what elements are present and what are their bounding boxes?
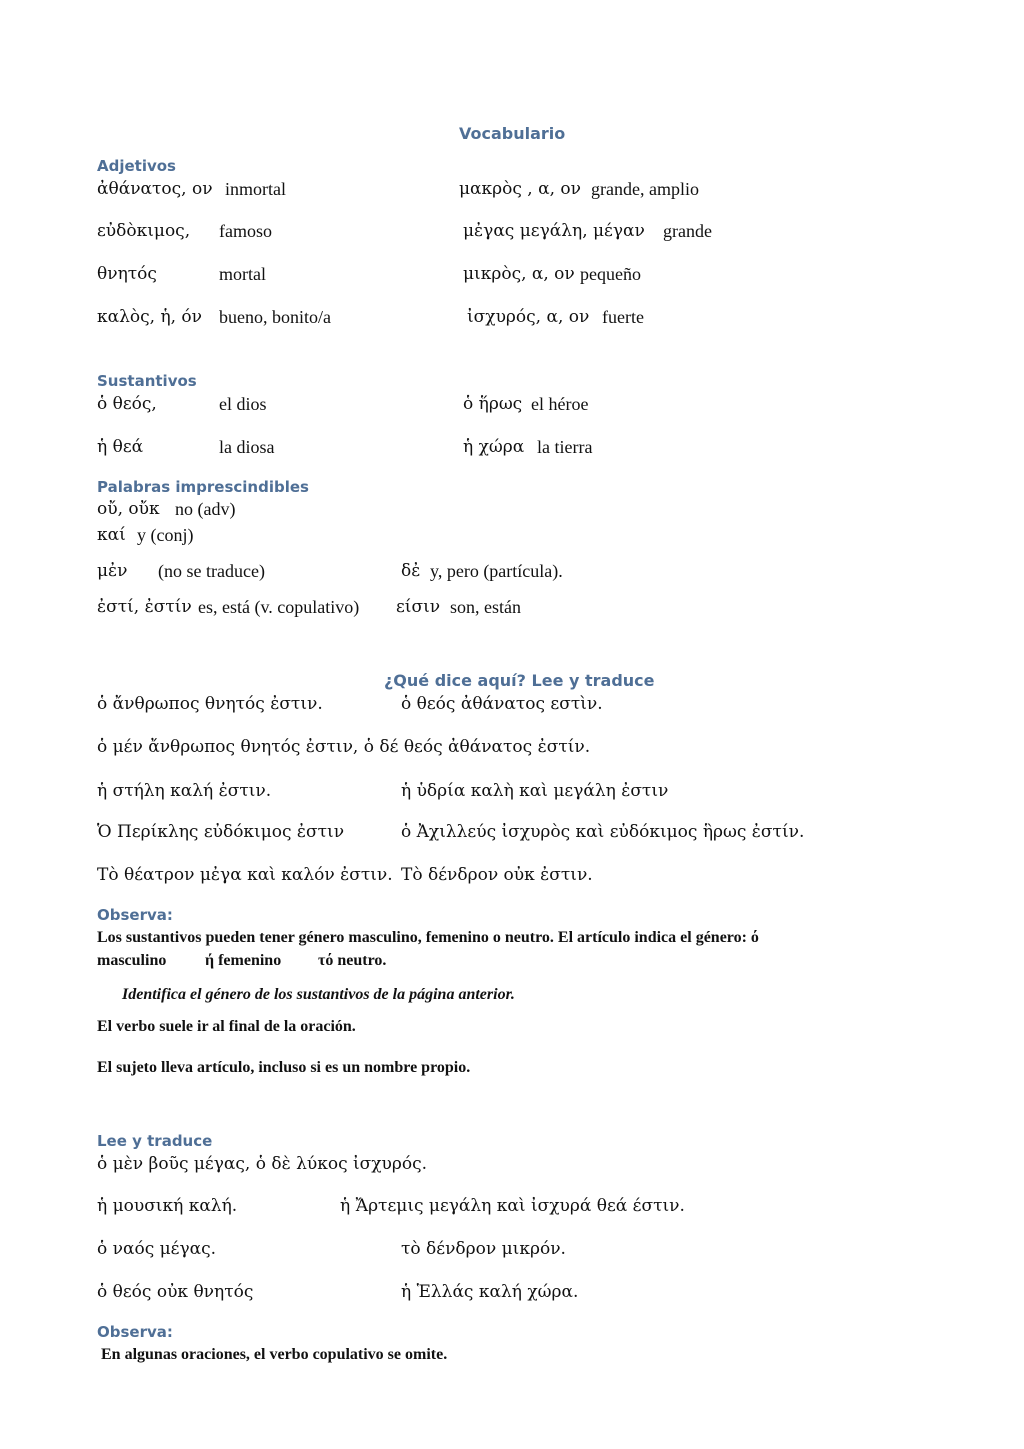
note-text: El verbo suele ir al final de la oración. — [97, 1018, 356, 1035]
note-instruction: Identifica el género de los sustantivos de la página anterior. — [122, 986, 515, 1003]
exercise-sentence: Ὁ Περίκλης εὐδόκιμος ἐστιν — [97, 822, 345, 842]
vocab-greek: ἡ χώρα — [463, 437, 525, 457]
vocab-greek: καλὸς, ἡ, όν — [97, 307, 203, 327]
vocab-greek: δἐ — [401, 561, 421, 581]
vocab-meaning: (no se traduce) — [158, 561, 265, 581]
exercise-sentence: Τὸ θέατρον μἐγα καὶ καλόν ἐστιν. — [97, 865, 393, 885]
exercise-sentence: ὁ μὲν βοῦς μέγας, ὁ δὲ λύκος ἰσχυρός. — [97, 1154, 428, 1174]
vocab-greek: μἐν — [97, 561, 128, 581]
vocab-meaning: son, están — [450, 597, 521, 617]
exercise-sentence: ὁ θεός οὐκ θνητός — [97, 1282, 254, 1302]
vocab-meaning: el dios — [219, 394, 267, 414]
vocab-greek: ὁ θεός, — [97, 394, 157, 414]
note-text: Los sustantivos pueden tener género masculino, femenino o neutro. El artículo indica el género: ό — [97, 929, 759, 946]
exercise-sentence: ὁ Ἀχιλλεύς ἰσχυρὸς καὶ εὐδόκιμος ἣρως ἐστίν. — [401, 822, 805, 842]
exercise-sentence: ἡ μουσική καλή. — [97, 1196, 238, 1216]
vocab-greek: εὐδὸκιμος, — [97, 221, 191, 241]
vocab-greek: ἀθάνατος, ον — [97, 179, 213, 199]
vocab-meaning: fuerte — [602, 307, 644, 327]
vocab-meaning: no (adv) — [175, 499, 236, 519]
vocab-greek: θνητός — [97, 264, 157, 284]
section-heading-lee-y-traduce: Lee y traduce — [97, 1132, 213, 1150]
note-text: τό neutro. — [318, 952, 387, 969]
section-heading-observa: Observa: — [97, 1323, 173, 1341]
note-text: ή femenino — [205, 952, 282, 969]
exercise-sentence: ὁ θεός ἀθάνατος εστὶν. — [401, 694, 603, 714]
note-text: masculino — [97, 952, 167, 969]
exercise-sentence: ἡ ὑδρία καλὴ καὶ μεγάλη ἐστιν — [401, 781, 669, 801]
vocab-greek: ἐστί, ἐστίν — [97, 597, 192, 617]
vocab-meaning: y, pero (partícula). — [430, 561, 563, 581]
vocab-meaning: la tierra — [537, 437, 593, 457]
exercise-sentence: Τὸ δένδρον οὐκ ἐστιν. — [401, 865, 593, 885]
section-heading-sustantivos: Sustantivos — [97, 372, 197, 390]
vocab-meaning: y (conj) — [137, 525, 194, 545]
vocab-meaning: mortal — [219, 264, 266, 284]
vocab-greek: μικρὸς, α, ον — [463, 264, 575, 284]
vocab-meaning: pequeño — [580, 264, 641, 284]
vocab-meaning: la diosa — [219, 437, 275, 457]
vocab-meaning: grande, amplio — [591, 179, 699, 199]
vocab-meaning: grande — [663, 221, 712, 241]
exercise-sentence: ἡ Ἄρτεμις μεγάλη καὶ ἰσχυρά θεά έστιν. — [340, 1196, 685, 1216]
vocab-meaning: es, está (v. copulativo) — [198, 597, 360, 617]
vocab-meaning: famoso — [219, 221, 272, 241]
vocab-greek: ἡ θεά — [97, 437, 144, 457]
vocab-greek: οὔ, οὔκ — [97, 499, 160, 519]
vocab-meaning: bueno, bonito/a — [219, 307, 331, 327]
section-heading-palabras: Palabras imprescindibles — [97, 478, 309, 496]
page-title: Vocabulario — [459, 124, 566, 143]
note-text: En algunas oraciones, el verbo copulativo se omite. — [97, 1346, 448, 1363]
exercise-sentence: ὁ ἄνθρωπος θνητός ἐστιν. — [97, 694, 323, 714]
section-heading-observa: Observa: — [97, 906, 173, 924]
vocab-meaning: inmortal — [225, 179, 286, 199]
vocab-greek: καί — [97, 525, 126, 545]
exercise-sentence: τὸ δένδρον μικρόν. — [401, 1239, 566, 1259]
vocab-greek: ὁ ἥρως — [463, 394, 523, 414]
exercise-sentence: ἡ Ἑλλάς καλή χώρα. — [401, 1282, 579, 1302]
section-heading-adjetivos: Adjetivos — [97, 157, 176, 175]
exercise-sentence: ὁ ναός μέγας. — [97, 1239, 217, 1259]
note-text: El sujeto lleva artículo, incluso si es un nombre propio. — [97, 1059, 471, 1076]
vocab-greek: είσιν — [396, 597, 441, 617]
exercise-sentence: ἡ στήλη καλή ἐστιν. — [97, 781, 272, 801]
vocab-meaning: el héroe — [531, 394, 589, 414]
vocab-greek: μἐγας μεγάλη, μέγαν — [463, 221, 645, 241]
vocab-greek: ἰσχυρός, α, ον — [467, 307, 590, 327]
vocab-greek: μακρὸς , α, ον — [459, 179, 581, 199]
exercise-sentence: ὁ μέν ἄνθρωπος θνητός ἐστιν, ὁ δέ θεός ἀθάνατος ἐστίν. — [97, 737, 591, 757]
section-heading-que-dice: ¿Qué dice aquí? Lee y traduce — [384, 671, 655, 690]
